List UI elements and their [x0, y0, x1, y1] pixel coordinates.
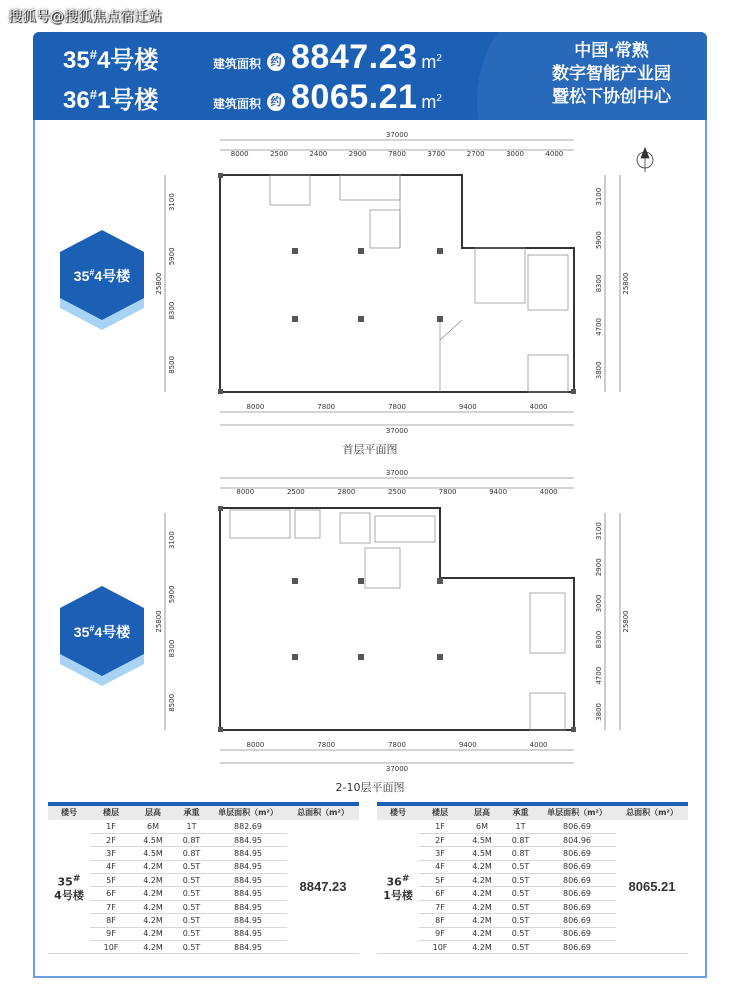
table-cell: 0.8T	[503, 833, 538, 846]
table-cell: 0.5T	[503, 941, 538, 954]
table-cell: 806.69	[538, 874, 616, 887]
dimension-label: 37000	[385, 765, 409, 773]
project-name-line: 数字智能产业园	[552, 64, 671, 84]
col-header: 层高	[132, 806, 174, 820]
table-header-row	[377, 806, 688, 820]
table-cell: 806.69	[538, 927, 616, 940]
dimension-label: 2700	[466, 150, 485, 158]
table-cell: 7F	[90, 900, 132, 913]
area-table-35	[48, 806, 359, 954]
dimension-lines	[165, 140, 620, 425]
dimension-label: 8300	[595, 274, 603, 293]
table-cell: 4.2M	[461, 860, 503, 873]
col-header: 楼层	[419, 806, 461, 820]
header-area-unit: $m^2$	[421, 52, 442, 72]
table-cell: 0.5T	[174, 900, 209, 913]
dimension-label: 8000	[246, 741, 265, 749]
table-cell: 1F	[419, 820, 461, 833]
table-cell: 806.69	[538, 914, 616, 927]
dimension-label: 2800	[337, 488, 356, 496]
table-cell: 4F	[419, 860, 461, 873]
table-cell: 1T	[174, 820, 209, 833]
north-arrow-icon	[637, 148, 653, 172]
table-cell: 884.95	[209, 900, 287, 913]
table-row	[48, 820, 359, 833]
table-cell: 0.5T	[174, 914, 209, 927]
dimension-label: 8000	[246, 403, 265, 411]
building-outline	[220, 175, 574, 392]
header-building-35: 35#4号楼	[63, 47, 159, 74]
columns	[218, 173, 576, 394]
table-cell: 4.2M	[461, 914, 503, 927]
table-cell: 884.95	[209, 847, 287, 860]
dimension-label: 2900	[348, 150, 367, 158]
table-cell: 4.2M	[132, 860, 174, 873]
dimension-label: 2500	[388, 488, 406, 496]
interior-walls	[230, 510, 565, 730]
table-cell: 0.8T	[174, 833, 209, 846]
dimension-label: 7800	[317, 741, 336, 749]
dimension-label: 8500	[168, 355, 176, 374]
table-cell: 6F	[419, 887, 461, 900]
table-cell: 0.5T	[503, 860, 538, 873]
table-cell: 4.2M	[132, 941, 174, 954]
table-cell: 0.5T	[503, 874, 538, 887]
table-cell: 9F	[90, 927, 132, 940]
table-cell: 806.69	[538, 941, 616, 954]
floor-plan-typical	[150, 468, 670, 773]
header-banner	[33, 32, 707, 120]
dimension-label: 9400	[489, 488, 508, 496]
table-cell: 0.5T	[503, 927, 538, 940]
building-cell: 36# 1号楼	[377, 820, 419, 954]
table-cell: 884.95	[209, 927, 287, 940]
table-cell: 0.5T	[174, 874, 209, 887]
table-cell: 7F	[419, 900, 461, 913]
table-cell: 884.95	[209, 860, 287, 873]
table-cell: 806.69	[538, 860, 616, 873]
table-cell: 6M	[132, 820, 174, 833]
table-cell: 806.69	[538, 847, 616, 860]
dimension-label: 2400	[309, 150, 328, 158]
dimension-label: 5900	[168, 247, 176, 266]
table-cell: 3F	[419, 847, 461, 860]
building-badge-plan1	[54, 230, 150, 326]
dimension-label: 25800	[622, 272, 630, 295]
table-cell: 5F	[419, 874, 461, 887]
dimension-label: 7800	[388, 150, 406, 158]
table-cell: 806.69	[538, 887, 616, 900]
header-row-36	[63, 78, 442, 117]
building-cell: 35# 4号楼	[48, 820, 90, 954]
table-cell: 0.5T	[174, 887, 209, 900]
table-cell: 4.2M	[461, 874, 503, 887]
dimension-label: 8000	[236, 488, 255, 496]
dimension-label: 25800	[155, 272, 163, 295]
table-cell: 10F	[90, 941, 132, 954]
table-cell: 0.5T	[174, 927, 209, 940]
table-cell: 882.69	[209, 820, 287, 833]
badge-label: 35#4号楼	[73, 623, 131, 640]
dimension-label: 7800	[388, 403, 406, 411]
table-cell: 9F	[419, 927, 461, 940]
col-header: 楼号	[48, 806, 90, 820]
dimension-label: 8000	[230, 150, 249, 158]
table-cell: 4.2M	[461, 941, 503, 954]
watermark: 搜狐号@搜狐焦点宿迁站	[8, 9, 162, 25]
table-cell: 0.5T	[503, 900, 538, 913]
table-cell: 10F	[419, 941, 461, 954]
col-header: 楼号	[377, 806, 419, 820]
dimension-label: 2500	[286, 488, 305, 496]
dimension-label: 25800	[155, 610, 163, 633]
approx-badge: 约	[267, 53, 285, 71]
dimension-label: 37000	[385, 469, 409, 477]
dimension-label: 2900	[595, 558, 603, 577]
header-area-unit: $m^2$	[421, 92, 442, 112]
table-cell: 0.8T	[503, 847, 538, 860]
building-outline	[220, 508, 574, 730]
header-row-35	[63, 38, 442, 77]
header-area-label: 建筑面积	[213, 97, 262, 111]
table-cell: 4.5M	[132, 833, 174, 846]
col-header: 楼层	[90, 806, 132, 820]
table-cell: 884.95	[209, 941, 287, 954]
dimension-label: 25800	[622, 610, 630, 633]
dimension-label: 7800	[317, 403, 336, 411]
col-header: 层高	[461, 806, 503, 820]
table-cell: 4.2M	[132, 914, 174, 927]
table-cell: 0.5T	[174, 941, 209, 954]
dimension-label: 5900	[595, 231, 603, 250]
table-cell: 6M	[461, 820, 503, 833]
table-cell: 8F	[90, 914, 132, 927]
table-cell: 2F	[90, 833, 132, 846]
table-cell: 806.69	[538, 820, 616, 833]
interior-walls	[270, 175, 568, 392]
col-header: 承重	[503, 806, 538, 820]
area-table-36	[377, 806, 688, 954]
dimension-label: 9400	[458, 403, 477, 411]
dimension-label: 3100	[595, 522, 603, 540]
table-header-row	[48, 806, 359, 820]
plan-title-ground: 首层平面图	[342, 443, 398, 456]
col-header: 总面积（m²）	[287, 806, 359, 820]
project-name	[552, 40, 671, 109]
col-header: 单层面积（m²）	[538, 806, 616, 820]
dimension-label: 4000	[529, 403, 548, 411]
table-cell: 8F	[419, 914, 461, 927]
table-cell: 4.2M	[132, 927, 174, 940]
dimension-label: 8300	[168, 639, 176, 658]
header-area-label: 建筑面积	[213, 57, 262, 71]
table-cell: 1F	[90, 820, 132, 833]
table-cell: 3F	[90, 847, 132, 860]
dimension-label: 3800	[595, 361, 603, 380]
table-cell: 4.2M	[461, 900, 503, 913]
table-cell: 6F	[90, 887, 132, 900]
table-cell: 2F	[419, 833, 461, 846]
table-cell: 0.5T	[503, 914, 538, 927]
dimension-label: 8300	[168, 301, 176, 320]
col-header: 单层面积（m²）	[209, 806, 287, 820]
total-area-cell: 8065.21	[616, 820, 688, 954]
project-name-line: 中国·常熟	[574, 41, 649, 61]
table-cell: 5F	[90, 874, 132, 887]
dimension-label: 37000	[385, 427, 409, 435]
dimension-label: 8300	[595, 630, 603, 649]
dimension-label: 3000	[506, 150, 524, 158]
dimension-label: 3100	[168, 193, 176, 212]
col-header: 承重	[174, 806, 209, 820]
table-cell: 0.5T	[503, 887, 538, 900]
dimension-label: 3800	[595, 703, 603, 721]
header-building-36: 36#1号楼	[63, 87, 159, 114]
table-cell: 4.2M	[132, 887, 174, 900]
table-cell: 884.95	[209, 833, 287, 846]
floor-plan-ground	[150, 130, 670, 435]
header-area-value: 8065.21	[291, 78, 418, 116]
approx-badge: 约	[267, 93, 285, 111]
badge-label: 35#4号楼	[73, 267, 131, 284]
col-header: 总面积（m²）	[616, 806, 688, 820]
table-cell: 884.95	[209, 874, 287, 887]
table-cell: 4.2M	[132, 900, 174, 913]
table-cell: 804.96	[538, 833, 616, 846]
dimension-label: 4700	[595, 666, 603, 685]
dimension-label: 3100	[595, 187, 603, 206]
table-row	[377, 820, 688, 833]
dimension-label: 7800	[388, 741, 406, 749]
table-cell: 884.95	[209, 914, 287, 927]
table-cell: 4.2M	[461, 927, 503, 940]
table-cell: 0.8T	[174, 847, 209, 860]
dimension-label: 3700	[427, 150, 446, 158]
table-cell: 4.5M	[461, 833, 503, 846]
plan-title-typical: 2-10层平面图	[335, 781, 405, 794]
building-badge-plan2	[54, 586, 150, 682]
dimension-label: 5900	[168, 585, 176, 604]
table-cell: 4F	[90, 860, 132, 873]
header-area-value: 8847.23	[291, 38, 418, 76]
dimension-lines	[165, 478, 620, 763]
dimension-label: 2500	[270, 150, 288, 158]
table-cell: 0.5T	[174, 860, 209, 873]
dimension-label: 3000	[595, 594, 603, 613]
dimension-label: 4000	[529, 741, 548, 749]
dimension-label: 7800	[438, 488, 457, 496]
dimension-label: 37000	[385, 131, 409, 139]
dimension-label: 9400	[458, 741, 477, 749]
dimension-label: 4000	[545, 150, 564, 158]
table-cell: 4.5M	[132, 847, 174, 860]
dimension-label: 3100	[168, 531, 176, 550]
table-cell: 806.69	[538, 900, 616, 913]
table-cell: 4.2M	[132, 874, 174, 887]
dimension-label: 4700	[595, 317, 603, 336]
table-cell: 4.5M	[461, 847, 503, 860]
total-area-cell: 8847.23	[287, 820, 359, 954]
table-cell: 884.95	[209, 887, 287, 900]
dimension-label: 8500	[168, 693, 176, 712]
table-cell: 4.2M	[461, 887, 503, 900]
dimension-label: 4000	[539, 488, 558, 496]
project-name-line: 暨松下协创中心	[552, 87, 671, 107]
columns	[218, 506, 576, 732]
table-cell: 1T	[503, 820, 538, 833]
